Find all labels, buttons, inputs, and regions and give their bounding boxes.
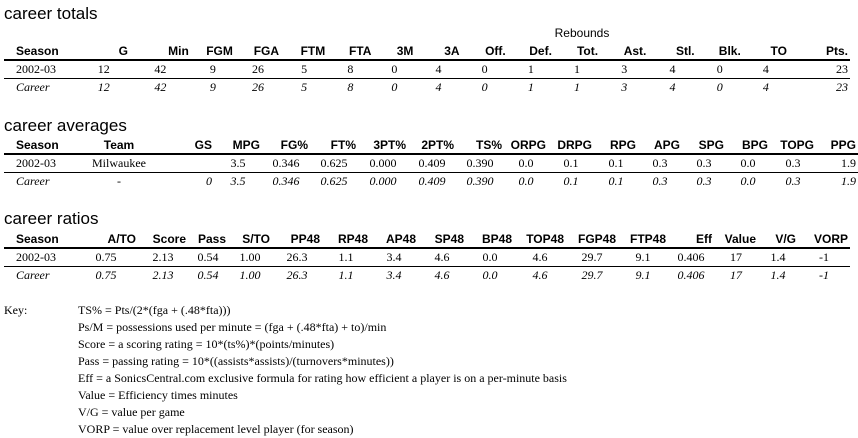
career-averages-table	[4, 136, 858, 190]
col-header: Stl.	[648, 42, 696, 60]
table-cell: 0	[481, 80, 488, 94]
table-cell: 4	[743, 60, 789, 79]
table-cell: 1.1	[322, 248, 370, 267]
table-cell: Career	[16, 174, 50, 188]
table-cell: 2002-03	[4, 248, 74, 267]
table-cell: 2.13	[152, 268, 174, 282]
table-cell: 0.625	[310, 154, 358, 173]
col-header: APG	[638, 136, 682, 154]
col-header: Blk.	[697, 42, 743, 60]
table-cell: 42	[154, 80, 167, 94]
table-cell: 26	[251, 80, 264, 94]
table-cell: 0.409	[418, 174, 446, 188]
key-definition: TS% = Pts/(2*(fga + (.48*fta)))	[78, 303, 231, 317]
table-cell: 1.4	[770, 268, 786, 282]
col-header: ORPG	[504, 136, 548, 154]
table-cell: 5	[281, 60, 327, 79]
col-header: Value	[714, 230, 758, 248]
table-cell: 0.3	[638, 154, 682, 173]
table-cell: 5	[301, 80, 308, 94]
col-header: 3A	[415, 42, 461, 60]
table-cell: 4.6	[532, 268, 548, 282]
table-cell: 1.9	[841, 174, 856, 188]
col-header: FTP48	[618, 230, 668, 248]
table-cell: 0	[462, 60, 508, 79]
table-cell: 0.0	[482, 268, 498, 282]
col-header: AP48	[370, 230, 418, 248]
table-cell: 0.1	[563, 174, 579, 188]
table-cell: 0.406	[668, 248, 714, 267]
col-header: 2PT%	[408, 136, 456, 154]
col-header: Def.	[508, 42, 554, 60]
table-header-row	[4, 230, 850, 248]
col-header: Season	[4, 42, 77, 60]
table-cell: 0.3	[652, 174, 668, 188]
table-cell: 3.5	[214, 154, 262, 173]
col-header: GS	[164, 136, 214, 154]
col-header: FTA	[327, 42, 373, 60]
table-cell: 12	[97, 80, 110, 94]
col-header: Min	[130, 42, 191, 60]
table-cell: 0	[716, 80, 723, 94]
key-label: Key:	[4, 303, 28, 317]
table-cell: 0.3	[770, 154, 816, 173]
table-header-row	[4, 42, 850, 60]
table-cell: 0	[206, 174, 212, 188]
col-header: 3PT%	[358, 136, 408, 154]
col-header: Season	[4, 230, 74, 248]
col-header: Score	[138, 230, 188, 248]
table-cell: 0.1	[548, 154, 594, 173]
table-cell: 1	[554, 60, 600, 79]
table-cell: 0	[391, 80, 398, 94]
table-cell: 0.3	[696, 174, 712, 188]
table-cell: 0.54	[188, 248, 228, 267]
key-definition: Eff = a SonicsCentral.com exclusive formula for rating how efficient a player is on a per-minute basis	[78, 371, 567, 385]
col-header: BPG	[726, 136, 770, 154]
col-header: BP48	[466, 230, 514, 248]
table-cell: 9	[191, 60, 235, 79]
table-cell: 4	[415, 60, 461, 79]
table-cell: 0.1	[594, 154, 638, 173]
table-cell: -1	[819, 268, 829, 282]
table-cell: 1.4	[758, 248, 798, 267]
table-cell: 0.390	[466, 174, 494, 188]
col-header: RP48	[322, 230, 370, 248]
table-cell: 9.1	[618, 248, 668, 267]
key-definition: Value = Efficiency times minutes	[78, 388, 238, 402]
table-cell: 1	[573, 80, 580, 94]
table-cell: 0.406	[677, 268, 705, 282]
table-cell: 0.0	[518, 174, 534, 188]
table-cell: 4	[648, 60, 696, 79]
col-header: Eff	[668, 230, 714, 248]
table-cell: 1	[527, 80, 534, 94]
table-cell: Career	[16, 80, 50, 94]
table-cell: 17	[730, 268, 742, 282]
col-header: TS%	[456, 136, 504, 154]
col-header: A/TO	[74, 230, 138, 248]
table-cell: 9	[209, 80, 216, 94]
career-ratios-title: career ratios	[4, 209, 99, 228]
table-cell: 4	[762, 80, 769, 94]
col-header: S/TO	[228, 230, 272, 248]
col-header: FGM	[191, 42, 235, 60]
table-cell: 29.7	[566, 248, 618, 267]
col-header: RPG	[594, 136, 638, 154]
col-header: SP48	[418, 230, 466, 248]
col-header: PP48	[272, 230, 322, 248]
col-header: SPG	[682, 136, 726, 154]
table-cell	[164, 154, 214, 173]
table-cell: 0.75	[95, 268, 117, 282]
table-cell: Career	[16, 268, 50, 282]
table-cell: 3.4	[370, 248, 418, 267]
table-cell: 0.75	[74, 248, 138, 267]
table-cell: 1.9	[816, 154, 858, 173]
col-header: Off.	[462, 42, 508, 60]
table-cell: 26.3	[286, 268, 308, 282]
table-row	[4, 267, 850, 285]
table-cell: 4	[435, 80, 442, 94]
table-row	[4, 173, 858, 191]
col-header: 3M	[373, 42, 415, 60]
table-cell: 0.000	[358, 154, 408, 173]
table-cell: 3	[600, 60, 648, 79]
table-cell: 9.1	[635, 268, 651, 282]
table-cell: 4	[669, 80, 676, 94]
table-cell: 2.13	[138, 248, 188, 267]
table-cell: 8	[347, 80, 354, 94]
table-row	[4, 60, 850, 79]
table-cell: 26	[235, 60, 281, 79]
table-row	[4, 154, 858, 173]
table-cell: 17	[714, 248, 758, 267]
table-cell: 0.54	[197, 268, 219, 282]
table-cell: 0.346	[272, 174, 300, 188]
col-header: VORP	[798, 230, 850, 248]
career-averages-title: career averages	[4, 116, 127, 135]
table-cell: 1.00	[239, 268, 261, 282]
col-header: PPG	[816, 136, 858, 154]
key-definition: Pass = passing rating = 10*((assists*assists)/(turnovers*minutes))	[78, 354, 394, 368]
table-cell: 2002-03	[4, 60, 77, 79]
table-cell: 0.0	[726, 154, 770, 173]
table-cell: 3	[621, 80, 628, 94]
table-cell: 0	[697, 60, 743, 79]
table-cell: 1	[508, 60, 554, 79]
table-cell: 23	[836, 80, 848, 94]
table-cell: 0.0	[504, 154, 548, 173]
table-cell: -1	[798, 248, 850, 267]
col-header: Tot.	[554, 42, 600, 60]
col-header: TOP48	[514, 230, 566, 248]
table-cell: 3.5	[230, 174, 246, 188]
table-cell: 23	[789, 60, 850, 79]
table-cell: 3.4	[386, 268, 402, 282]
table-cell: 2002-03	[4, 154, 74, 173]
table-cell: 0.1	[608, 174, 624, 188]
career-totals-title: career totals	[4, 4, 98, 23]
key-definition: VORP = value over replacement level player (for season)	[78, 422, 354, 436]
table-cell: -	[117, 174, 121, 188]
key-definition: Score = a scoring rating = 10*(ts%)*(points/minutes)	[78, 337, 335, 351]
table-cell: 1.1	[338, 268, 354, 282]
table-cell: 8	[327, 60, 373, 79]
col-header: DRPG	[548, 136, 594, 154]
col-header: FGP48	[566, 230, 618, 248]
col-header: FGA	[235, 42, 281, 60]
table-cell: 4.6	[434, 268, 450, 282]
col-header: FT%	[310, 136, 358, 154]
table-cell: 4.6	[514, 248, 566, 267]
table-cell: 42	[130, 60, 191, 79]
table-cell: 0.625	[320, 174, 348, 188]
career-totals-table	[4, 42, 850, 96]
key-definitions	[78, 302, 778, 438]
col-header: TOPG	[770, 136, 816, 154]
table-cell: 4.6	[418, 248, 466, 267]
table-cell: 0	[373, 60, 415, 79]
table-cell: 12	[77, 60, 129, 79]
key-definition: V/G = value per game	[78, 405, 185, 419]
col-header: Season	[4, 136, 74, 154]
table-cell: 0.0	[740, 174, 756, 188]
table-cell: 0.3	[682, 154, 726, 173]
key-definition: Ps/M = possessions used per minute = (fga + (.48*fta) + to)/min	[78, 320, 387, 334]
col-header: FTM	[281, 42, 327, 60]
table-cell: 0.346	[262, 154, 310, 173]
col-header: Team	[74, 136, 164, 154]
col-header: Ast.	[600, 42, 648, 60]
col-header: G	[77, 42, 129, 60]
table-cell: 0.3	[785, 174, 801, 188]
table-row	[4, 79, 850, 97]
col-header: Pass	[188, 230, 228, 248]
table-cell: 26.3	[272, 248, 322, 267]
table-cell: 0.0	[466, 248, 514, 267]
col-header: TO	[743, 42, 789, 60]
col-header: MPG	[214, 136, 262, 154]
table-cell: 0.000	[369, 174, 397, 188]
career-ratios-table	[4, 230, 850, 284]
col-header: Pts.	[789, 42, 850, 60]
col-header: FG%	[262, 136, 310, 154]
table-row	[4, 248, 850, 267]
table-cell: 0.409	[408, 154, 456, 173]
table-cell: 29.7	[581, 268, 603, 282]
table-header-row	[4, 136, 858, 154]
rebounds-group-label: Rebounds	[554, 26, 610, 40]
table-cell: 0.390	[456, 154, 504, 173]
col-header: V/G	[758, 230, 798, 248]
table-cell: Milwaukee	[74, 154, 164, 173]
table-cell: 1.00	[228, 248, 272, 267]
